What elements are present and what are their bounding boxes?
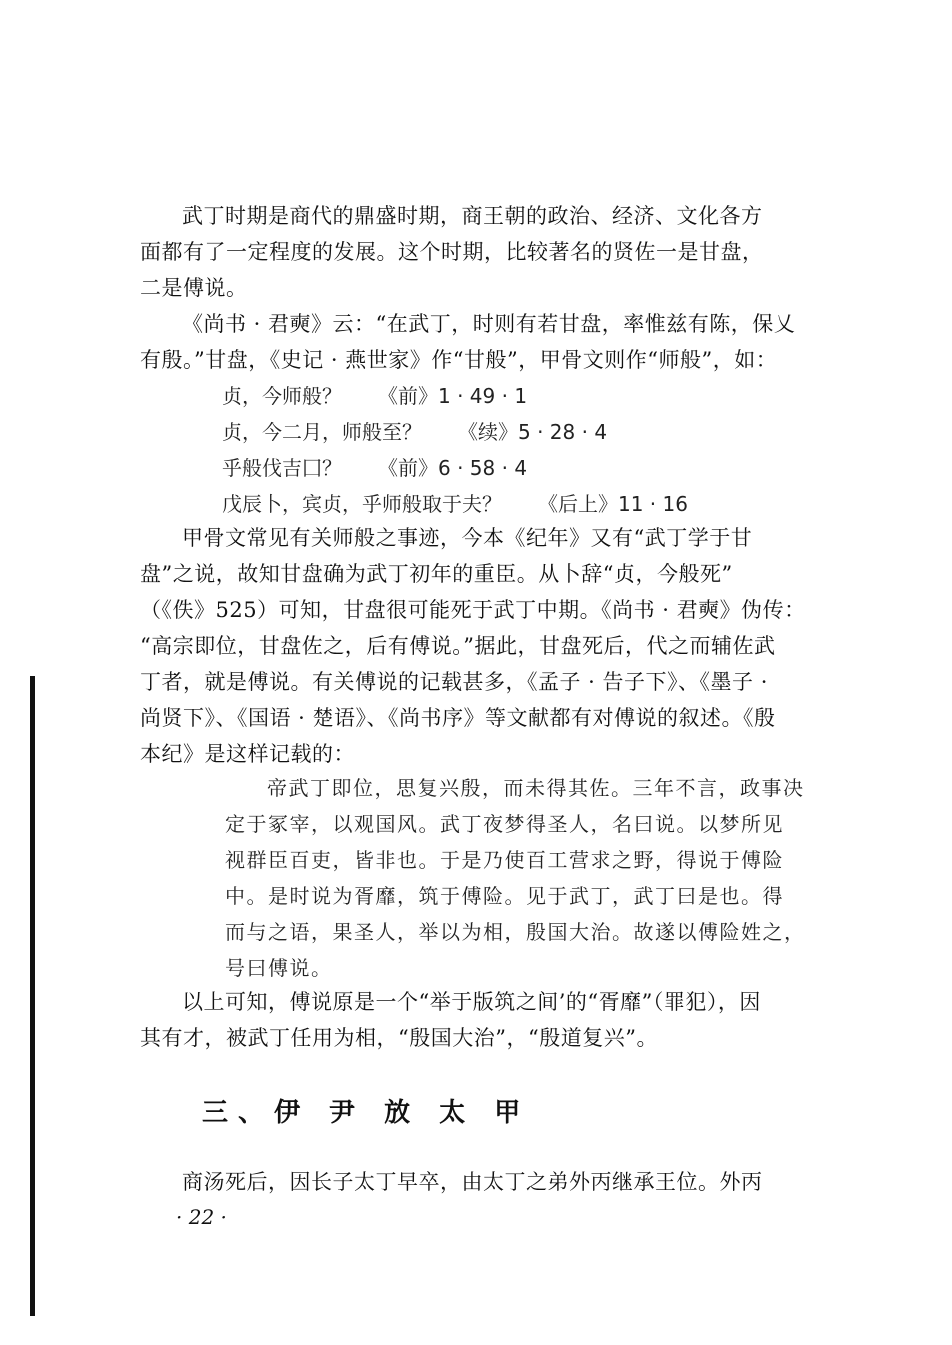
text-line: 面都有了一定程度的发展。这个时期，比较著名的贤佐一是甘盘， [140,240,764,264]
inscription-text: 贞，今二月，师般至？ [222,420,422,444]
paragraph-2 [140,306,855,378]
text-line: 尚贤下》、《国语 · 楚语》、《尚书序》等文献都有对傅说的叙述。《殷 [140,706,776,730]
quote-line: 定于冢宰，以观国风。武丁夜梦得圣人，名曰说。以梦所见 [225,812,784,836]
inscription-text: 戊辰卜，宾贞，乎师般取于夫？ [222,492,502,516]
paragraph-5 [140,1164,855,1200]
quote-line: 号曰傅说。 [225,956,333,980]
block-quotation [225,770,865,986]
page-number: · 22 · [176,1205,227,1229]
oracle-inscription [222,416,607,445]
text-line: 丁者，就是傅说。有关傅说的记载甚多，《孟子 · 告子下》、《墨子 · [140,670,768,694]
inscription-source: 《后上》11 · 16 [538,492,688,516]
text-line: 本纪》是这样记载的： [140,742,355,766]
quote-line: 而与之语，果圣人，举以为相，殷国大治。故遂以傅险姓之， [225,920,806,944]
oracle-inscription [222,380,527,409]
scan-binding-shadow [30,676,35,1316]
text-line: 商汤死后，因长子太丁早卒，由太丁之弟外丙继承王位。外丙 [182,1170,763,1194]
text-line: 《尚书 · 君奭》云：“在武丁，时则有若甘盘，率惟兹有陈，保乂 [182,312,796,336]
quote-line: 中。是时说为胥靡，筑于傅险。见于武丁，武丁曰是也。得 [225,884,784,908]
inscription-text: 贞，今师般？ [222,384,342,408]
text-line: 甲骨文常见有关师般之事迹，今本《纪年》又有“武丁学于甘 [182,526,753,550]
quote-line: 帝武丁即位，思复兴殷，而未得其佐。三年不言，政事决 [267,776,805,800]
inscription-source: 《续》5 · 28 · 4 [458,420,608,444]
text-line: 有殷。”甘盘，《史记 · 燕世家》作“甘般”，甲骨文则作“师般”，如： [140,348,778,372]
inscription-source: 《前》6 · 58 · 4 [378,456,528,480]
text-line: 以上可知，傅说原是一个“举于版筑之间’的“胥靡”（罪犯），因 [182,990,761,1014]
inscription-text: 乎般伐吉囗？ [222,456,342,480]
quote-line: 视群臣百吏，皆非也。于是乃使百工营求之野，得说于傅险 [225,848,784,872]
paragraph-1 [140,198,855,306]
text-line: 武丁时期是商代的鼎盛时期，商王朝的政治、经济、文化各方 [182,204,763,228]
text-line: （《佚》525）可知，甘盘很可能死于武丁中期。《尚书 · 君奭》伪传： [140,598,806,622]
paragraph-4 [140,984,855,1056]
text-line: 盘”之说，故知甘盘确为武丁初年的重臣。从卜辞“贞，今般死” [140,562,733,586]
text-line: 其有才，被武丁任用为相，“殷国大治”，“殷道复兴”。 [140,1026,658,1050]
section-heading: 三、伊 尹 放 太 甲 [202,1098,531,1128]
oracle-inscription [222,488,688,517]
text-line: 二是傅说。 [140,276,248,300]
inscription-source: 《前》1 · 49 · 1 [378,384,528,408]
text-line: “高宗即位，甘盘佐之，后有傅说。”据此，甘盘死后，代之而辅佐武 [140,634,776,658]
oracle-inscription [222,452,527,481]
paragraph-3 [140,520,855,772]
